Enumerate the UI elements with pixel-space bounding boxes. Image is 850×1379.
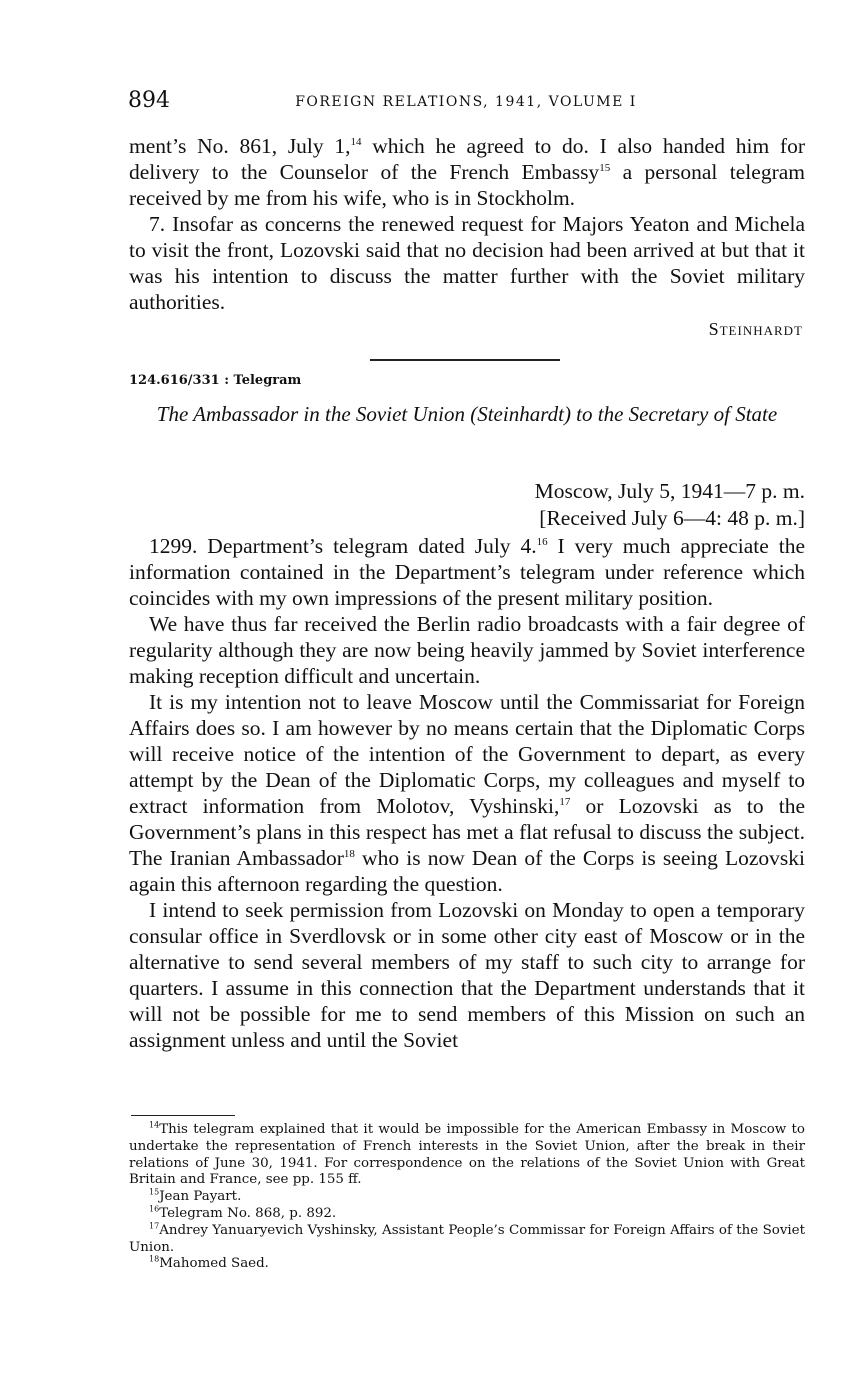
footnote: $^{18}$Mahomed Saed. [149, 1254, 269, 1272]
page-number: 894 [128, 88, 170, 113]
sent-date: Moscow, July 5, 1941—7 p. m. [534, 479, 805, 503]
signature: Steinhardt [708, 319, 803, 339]
footnote-ref: 18 [343, 847, 355, 860]
footnote-divider [131, 1115, 235, 1116]
paragraph: 1299. Department’s telegram dated July 4.16 I very much appreciate the information contained in the Department’s telegram under reference which coincides with my own impressions of the present military position. [129, 534, 805, 610]
paragraph: We have thus far received the Berlin radio broadcasts with a fair degree of regularity although they are now being heavily jammed by Soviet interference making reception difficult and uncertain. [129, 612, 805, 688]
footnote: $^{15}$Jean Payart. [149, 1187, 242, 1205]
footnote-ref: 15 [599, 161, 611, 174]
footnote-ref: 17 [559, 795, 571, 808]
paragraph: I intend to seek permission from Lozovski on Monday to open a temporary consular office in Sverdlovsk or in some other city east of Moscow or in the alternative to send several members of my staff to such city to arrange for quarters. I assume in this connection that the Department understands that it will not be possible for me to send members of this Mission on such an assignment unless and until the Soviet [129, 898, 805, 1052]
page-header [128, 88, 804, 122]
paragraph: It is my intention not to leave Moscow until the Commissariat for Foreign Affairs does so. I am however by no means certain that the Diplomatic Corps will receive notice of the intention of the Government to depart, as every attempt by the Dean of the Diplomatic Corps, my colleagues and myself to extract information from Molotov, Vyshinski,$^{17}$ or Lozovski as to the Government’s plans in this respect has met a flat refusal to discuss the subject. The Iranian Ambassador$^{18}$ who is now Dean of the Corps is seeing Lozovski again this afternoon regarding the question. [129, 690, 806, 896]
footnote-ref: 14 [350, 135, 362, 148]
continuation-text [129, 133, 805, 340]
footnotes [129, 1122, 805, 1273]
footnote-ref: 16 [536, 535, 548, 548]
footnote: $^{14}$This telegram explained that it would be impossible for the American Embassy in Moscow to undertake the representation of French interests in the Soviet Union, after the break in their relations of June 30, 1941. For correspondence on the relations of the Soviet Union with Great Britain and France, see pp. 155 ff. [129, 1120, 805, 1188]
paragraph: 7. Insofar as concerns the renewed request for Majors Yeaton and Michela to visit the front, Lozovski said that no decision had been arrived at but that it was his intention to discuss the matter further with the Soviet military authorities. [129, 212, 805, 314]
paragraph: ment’s No. 861, July 1,14 which he agreed to do. I also handed him for delivery to the Counselor of the French Embassy$^{15}$ a personal telegram received by me from his wife, who is in Stockholm. [129, 134, 805, 210]
footnote: $^{17}$Andrey Yanuaryevich Vyshinsky, Assistant People’s Commissar for Foreign Affairs of the Soviet Union. [129, 1221, 805, 1255]
running-title: FOREIGN RELATIONS, 1941, VOLUME I [295, 94, 637, 110]
footnote: $^{16}$Telegram No. 868, p. 892. [149, 1204, 337, 1221]
section-divider [370, 359, 560, 361]
document-heading: The Ambassador in the Soviet Union (Steinhardt) to the Secretary of State [156, 402, 778, 426]
file-number: 124.616/331 : Telegram [129, 373, 302, 388]
received-date: [Received July 6—4: 48 p. m.] [539, 506, 805, 530]
dateline [535, 478, 805, 532]
telegram-body [129, 533, 805, 1053]
